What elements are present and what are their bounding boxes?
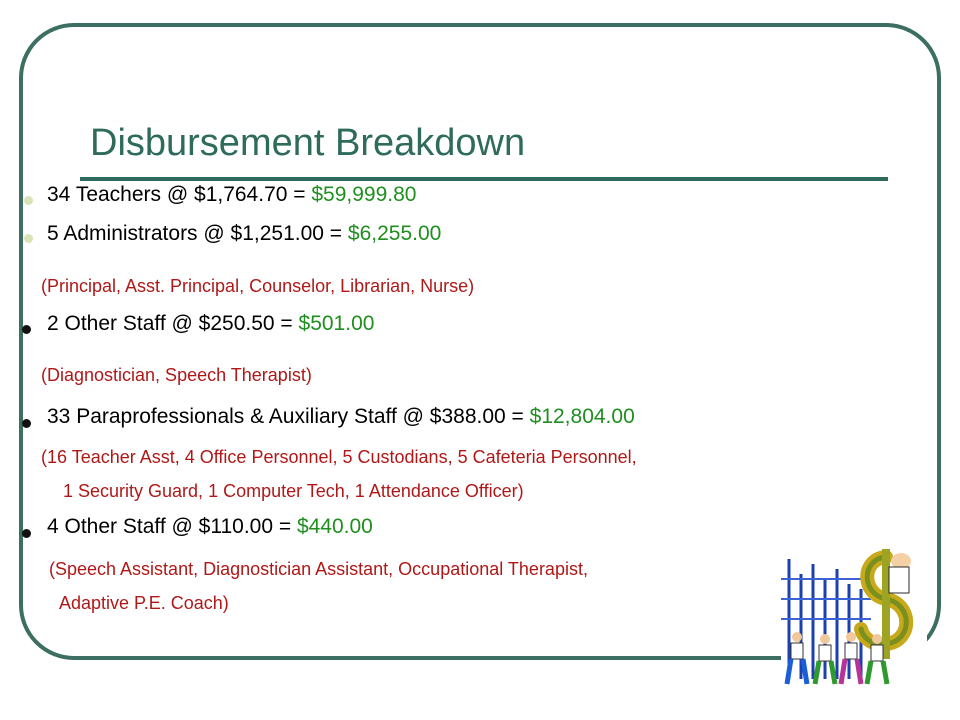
- teachers-line: [47, 183, 416, 207]
- administrators-note: (Principal, Asst. Principal, Counselor, Librarian, Nurse): [41, 276, 475, 296]
- other-staff-2-rate: 4 Other Staff @ $110.00 =: [47, 515, 297, 538]
- title-underline: [80, 177, 888, 181]
- other-staff-2-note-line1: (Speech Assistant, Diagnostician Assistant, Occupational Therapist,: [49, 559, 588, 579]
- other-staff-rate: 2 Other Staff @ $250.50 =: [47, 312, 299, 335]
- other-staff-2-note-line2: Adaptive P.E. Coach): [59, 593, 229, 613]
- other-staff-note: (Diagnostician, Speech Therapist): [41, 365, 312, 385]
- other-staff-line: [47, 312, 374, 336]
- other-staff-total: $501.00: [298, 312, 375, 335]
- administrators-total: $6,255.00: [347, 222, 442, 245]
- other-staff-2-line: [47, 515, 373, 539]
- paraprofessionals-note-line1: (16 Teacher Asst, 4 Office Personnel, 5 Custodians, 5 Cafeteria Personnel,: [41, 447, 637, 467]
- bullet-icon: [22, 529, 31, 538]
- page-title: Disbursement Breakdown: [90, 122, 526, 164]
- paraprofessionals-total: $12,804.00: [529, 405, 635, 428]
- paraprofessionals-rate: 33 Paraprofessionals & Auxiliary Staff @ $388.00 =: [47, 405, 530, 428]
- bullet-icon: [22, 325, 31, 334]
- administrators-rate: 5 Administrators @ $1,251.00 =: [47, 222, 348, 245]
- bullet-icon: [22, 419, 31, 428]
- teachers-total: $59,999.80: [311, 183, 417, 206]
- administrators-line: [47, 222, 441, 246]
- bullet-icon: [24, 234, 33, 243]
- paraprofessionals-note-line2: 1 Security Guard, 1 Computer Tech, 1 Attendance Officer): [63, 481, 524, 501]
- other-staff-2-total: $440.00: [296, 515, 373, 538]
- teachers-rate: 34 Teachers @ $1,764.70 =: [47, 183, 312, 206]
- bullet-icon: [24, 196, 33, 205]
- paraprofessionals-line: [47, 405, 635, 429]
- money-dollar-people-clipart-icon: [781, 549, 927, 689]
